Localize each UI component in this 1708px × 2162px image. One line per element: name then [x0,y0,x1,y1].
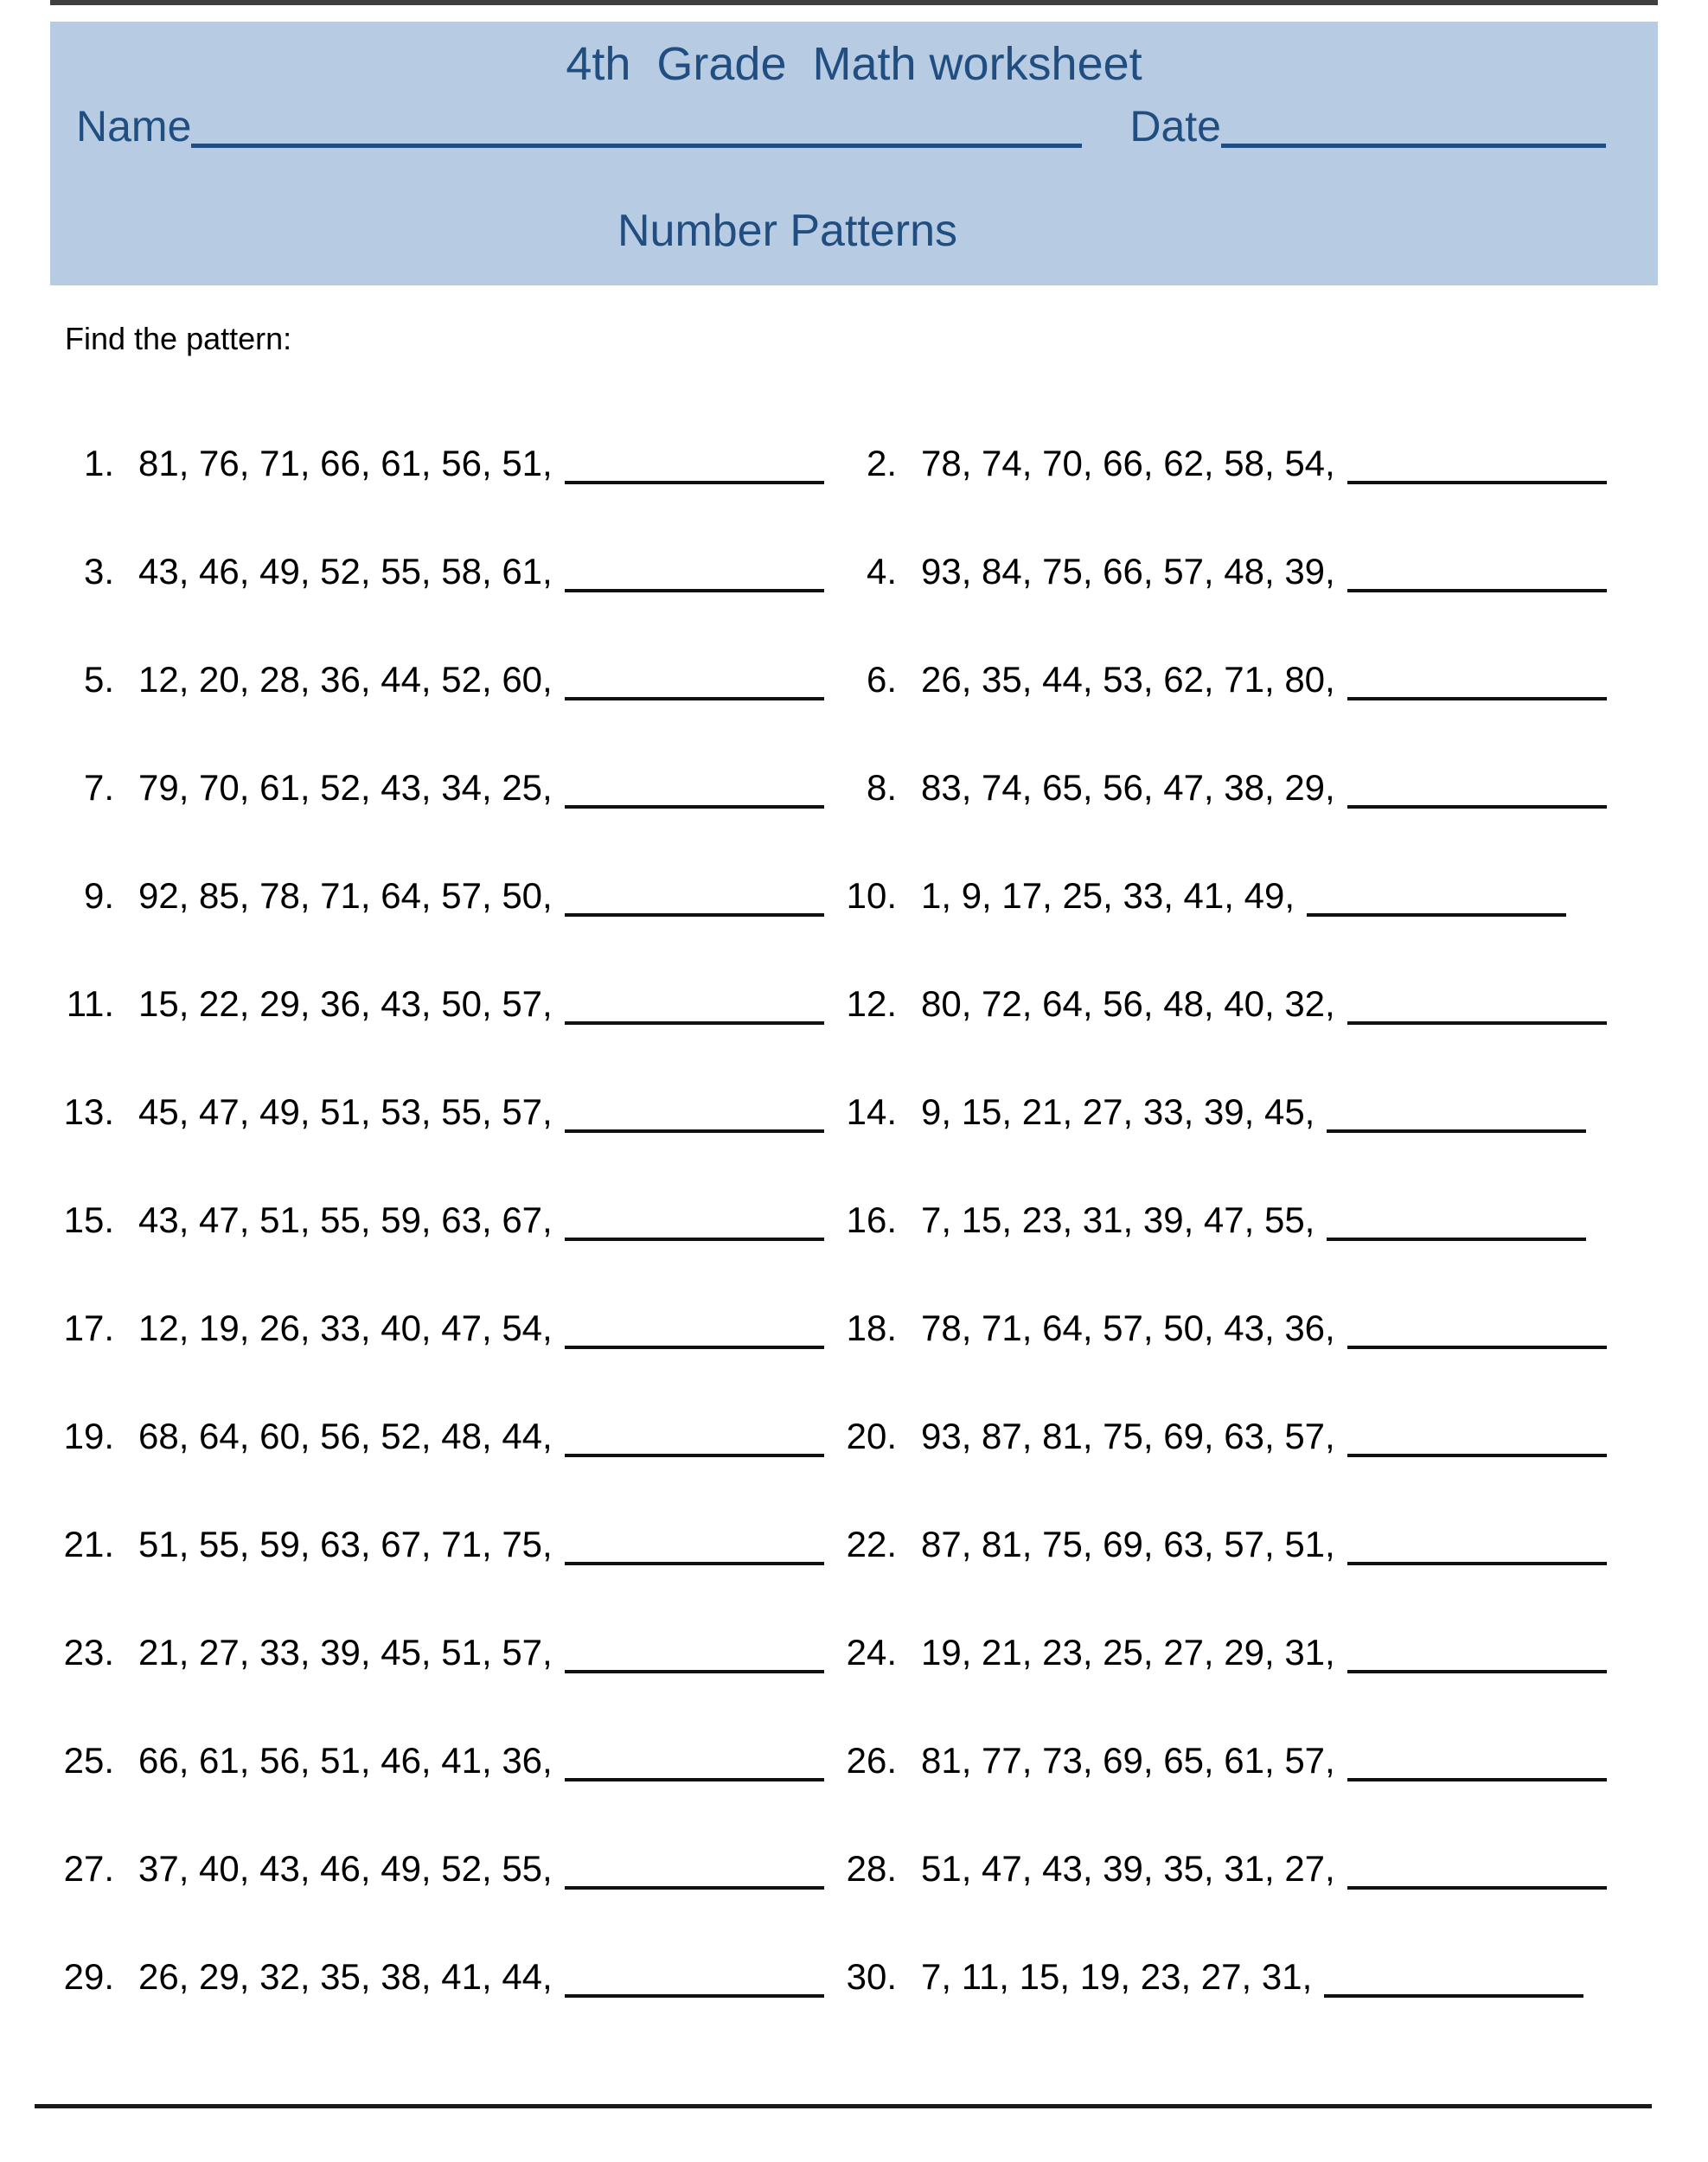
problem-item [54,1526,836,1634]
problem-sequence: 7, 11, 15, 19, 23, 27, 31, [921,1956,1313,1997]
problem-number: 19. [63,1416,114,1456]
problem-sequence: 43, 47, 51, 55, 59, 63, 67, [138,1199,553,1240]
problem-number: 18. [846,1308,897,1348]
problem-item [54,1199,836,1310]
problems-grid [54,445,1619,2067]
problem-number: 6. [866,659,897,700]
problem-item [836,1634,1619,1743]
answer-blank[interactable] [565,589,824,592]
problem-item [836,1091,1619,1202]
answer-blank[interactable] [1347,481,1607,484]
answer-blank[interactable] [1324,1994,1583,1998]
problem-number: 26. [846,1740,897,1781]
problem-item [836,1848,1619,1959]
answer-blank[interactable] [1347,1454,1607,1457]
problem-sequence: 78, 74, 70, 66, 62, 58, 54, [921,443,1335,483]
problem-item [54,1848,836,1959]
problem-item [836,553,1619,662]
problem-number: 28. [846,1848,897,1889]
problem-number: 24. [846,1632,897,1673]
problem-number: 22. [846,1524,897,1564]
name-fill-line[interactable] [191,144,1082,148]
answer-blank[interactable] [1347,805,1607,809]
answer-blank[interactable] [1347,697,1607,700]
answer-blank[interactable] [565,1994,824,1998]
problem-item [54,553,836,662]
problem-item [836,1526,1619,1634]
problem-item [54,875,836,986]
problem-item [54,1310,836,1418]
answer-blank[interactable] [1347,1562,1607,1565]
problem-sequence: 51, 55, 59, 63, 67, 71, 75, [138,1524,553,1564]
problem-number: 15. [63,1199,114,1240]
answer-blank[interactable] [1347,1886,1607,1890]
problem-number: 23. [63,1632,114,1673]
answer-blank[interactable] [565,1670,824,1673]
bottom-rule [35,2104,1652,2108]
problem-sequence: 66, 61, 56, 51, 46, 41, 36, [138,1740,553,1781]
problem-number: 2. [866,443,897,483]
problem-sequence: 78, 71, 64, 57, 50, 43, 36, [921,1308,1335,1348]
problem-sequence: 43, 46, 49, 52, 55, 58, 61, [138,551,553,592]
problem-item [836,659,1619,770]
problem-sequence: 12, 19, 26, 33, 40, 47, 54, [138,1308,553,1348]
problem-sequence: 9, 15, 21, 27, 33, 39, 45, [921,1091,1315,1132]
problem-item [836,445,1619,553]
problem-item [836,1956,1619,2067]
problem-sequence: 45, 47, 49, 51, 53, 55, 57, [138,1091,553,1132]
answer-blank[interactable] [1347,1346,1607,1349]
problem-number: 25. [63,1740,114,1781]
answer-blank[interactable] [565,1238,824,1241]
worksheet-subtitle: Number Patterns [617,206,958,256]
problem-sequence: 80, 72, 64, 56, 48, 40, 32, [921,983,1335,1024]
problem-number: 29. [63,1956,114,1997]
scan-edge-artifact [50,0,1658,5]
problem-number: 1. [83,443,114,483]
problem-sequence: 12, 20, 28, 36, 44, 52, 60, [138,659,553,700]
name-date-row [76,102,1632,150]
problem-item [54,767,836,878]
problem-number: 30. [846,1956,897,1997]
answer-blank[interactable] [565,1562,824,1565]
problem-number: 14. [846,1091,897,1132]
problem-number: 10. [846,875,897,916]
date-label: Date [1129,102,1221,150]
problem-item [54,1418,836,1526]
problem-item [836,1199,1619,1310]
name-label: Name [76,102,192,150]
problem-number: 5. [83,659,114,700]
problem-item [836,1418,1619,1526]
date-fill-line[interactable] [1221,144,1606,148]
problem-number: 27. [63,1848,114,1889]
problem-item [54,1740,836,1851]
problem-sequence: 1, 9, 17, 25, 33, 41, 49, [921,875,1295,916]
answer-blank[interactable] [565,1021,824,1025]
problem-sequence: 51, 47, 43, 39, 35, 31, 27, [921,1848,1335,1889]
problem-sequence: 79, 70, 61, 52, 43, 34, 25, [138,767,553,808]
problem-number: 20. [846,1416,897,1456]
problem-sequence: 93, 87, 81, 75, 69, 63, 57, [921,1416,1335,1456]
problem-item [836,1740,1619,1851]
problem-sequence: 81, 76, 71, 66, 61, 56, 51, [138,443,553,483]
instructions-text: Find the pattern: [65,321,292,356]
answer-blank[interactable] [1347,589,1607,592]
problem-number: 8. [866,767,897,808]
answer-blank[interactable] [1347,1778,1607,1781]
answer-blank[interactable] [565,1129,824,1133]
answer-blank[interactable] [565,1778,824,1781]
problem-item [54,1091,836,1202]
answer-blank[interactable] [1307,913,1566,917]
problem-number: 12. [846,983,897,1024]
problem-sequence: 83, 74, 65, 56, 47, 38, 29, [921,767,1335,808]
problem-item [836,983,1619,1094]
answer-blank[interactable] [565,1346,824,1349]
problem-sequence: 93, 84, 75, 66, 57, 48, 39, [921,551,1335,592]
answer-blank[interactable] [565,481,824,484]
problem-sequence: 7, 15, 23, 31, 39, 47, 55, [921,1199,1315,1240]
answer-blank[interactable] [565,805,824,809]
problem-item [836,875,1619,986]
answer-blank[interactable] [1327,1129,1586,1133]
answer-blank[interactable] [565,1454,824,1457]
problem-item [836,1310,1619,1418]
problem-sequence: 81, 77, 73, 69, 65, 61, 57, [921,1740,1335,1781]
problem-number: 7. [83,767,114,808]
problem-sequence: 26, 29, 32, 35, 38, 41, 44, [138,1956,553,1997]
problem-item [54,983,836,1094]
problem-number: 11. [66,983,114,1024]
problem-item [54,445,836,553]
problem-sequence: 87, 81, 75, 69, 63, 57, 51, [921,1524,1335,1564]
problem-number: 3. [83,551,114,592]
problem-sequence: 15, 22, 29, 36, 43, 50, 57, [138,983,553,1024]
problem-number: 16. [846,1199,897,1240]
problem-sequence: 26, 35, 44, 53, 62, 71, 80, [921,659,1335,700]
answer-blank[interactable] [1347,1670,1607,1673]
problem-sequence: 19, 21, 23, 25, 27, 29, 31, [921,1632,1335,1673]
page-title: 4th Grade Math worksheet [566,38,1142,90]
problem-item [54,1634,836,1743]
problem-sequence: 21, 27, 33, 39, 45, 51, 57, [138,1632,553,1673]
problem-number: 17. [63,1308,114,1348]
answer-blank[interactable] [565,1886,824,1890]
problem-sequence: 92, 85, 78, 71, 64, 57, 50, [138,875,553,916]
problem-number: 21. [63,1524,114,1564]
answer-blank[interactable] [565,913,824,917]
problem-sequence: 37, 40, 43, 46, 49, 52, 55, [138,1848,553,1889]
answer-blank[interactable] [1347,1021,1607,1025]
problem-sequence: 68, 64, 60, 56, 52, 48, 44, [138,1416,553,1456]
problem-item [836,767,1619,878]
answer-blank[interactable] [565,697,824,700]
problem-number: 9. [83,875,114,916]
answer-blank[interactable] [1327,1238,1586,1241]
problem-number: 13. [63,1091,114,1132]
problem-item [54,659,836,770]
problem-number: 4. [866,551,897,592]
worksheet-header [50,22,1658,285]
problem-item [54,1956,836,2067]
